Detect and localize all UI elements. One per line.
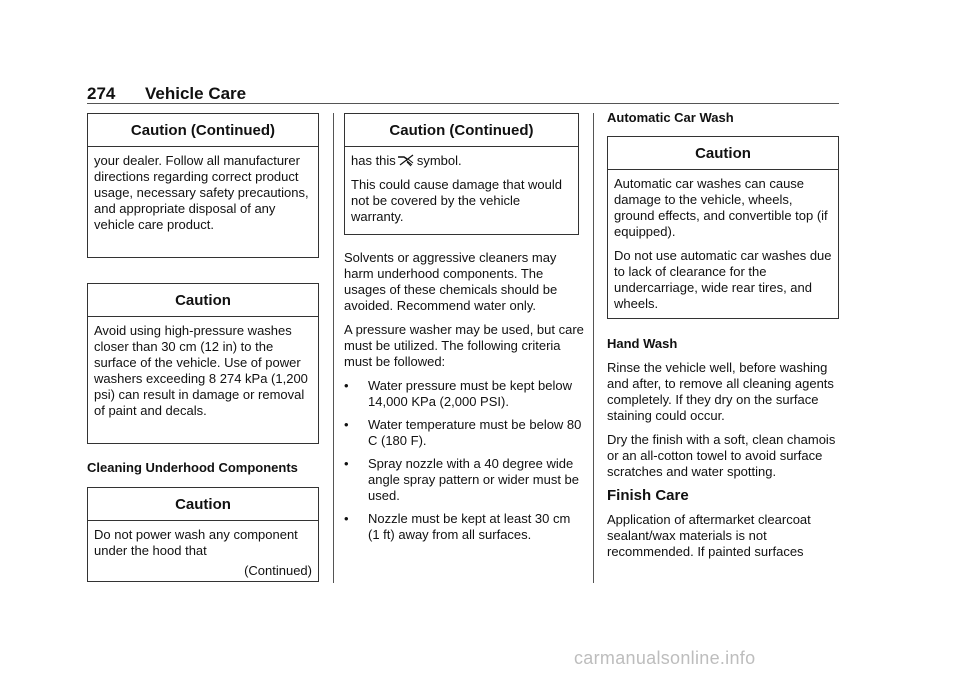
subheading-automatic-car-wash: Automatic Car Wash — [607, 110, 734, 125]
caution-box-pressure-wash — [87, 283, 319, 444]
caution-text: Do not use automatic car washes due to lack of clearance for the undercarriage, wide rear tires, and wheels. — [614, 248, 832, 311]
hand-wash-paragraph-2: Dry the finish with a soft, clean chamois or an all-cotton towel to avoid surface scratches and water spotting. — [607, 432, 836, 479]
caution-title: Caution — [88, 284, 318, 317]
list-item: • Spray nozzle with a 40 degree wide angle spray pattern or wider must be used. — [344, 456, 579, 503]
column-divider-2 — [593, 113, 594, 583]
caution-title: Caution (Continued) — [88, 114, 318, 147]
watermark: carmanualsonline.info — [574, 648, 756, 668]
caution-title: Caution — [88, 488, 318, 521]
list-item: • Nozzle must be kept at least 30 cm (1 ft) away from all surfaces. — [344, 511, 571, 542]
continued-label: (Continued) — [244, 563, 312, 578]
list-item: • Water temperature must be below 80 C (180 F). — [344, 417, 582, 448]
caution-box-underhood — [87, 487, 319, 582]
caution-text: This could cause damage that would not be covered by the vehicle warranty. — [351, 177, 563, 224]
caution-box-continued — [87, 113, 319, 258]
caution-box-car-wash — [607, 136, 839, 319]
caution-text: Do not power wash any component under the hood that — [94, 527, 298, 558]
criteria-list — [344, 378, 584, 543]
column3-body — [607, 336, 839, 568]
caution-box-continued-2 — [344, 113, 579, 235]
subheading-underhood: Cleaning Underhood Components — [87, 460, 298, 475]
solvents-paragraph: Solvents or aggressive cleaners may harm underhood components. The usages of these chemicals should be avoided. Recommend water only. — [344, 250, 558, 313]
caution-text: Automatic car washes can cause damage to the vehicle, wheels, ground effects, and convertible top (if equipped). — [614, 176, 828, 239]
finish-care-paragraph: Application of aftermarket clearcoat sealant/wax materials is not recommended. If painted surfaces — [607, 512, 811, 559]
subheading-hand-wash: Hand Wash — [607, 336, 678, 351]
section-title: Vehicle Care — [145, 84, 247, 103]
column2-body — [344, 250, 584, 550]
caution-title: Caution (Continued) — [345, 114, 578, 147]
caution-text: your dealer. Follow all manufacturer directions regarding correct product usage, necessary safety precautions, and appropriate disposal of any vehicle care product. — [94, 153, 309, 232]
pressure-washer-paragraph: A pressure washer may be used, but care must be utilized. The following criteria must be followed: — [344, 322, 584, 369]
heading-finish-care: Finish Care — [607, 487, 689, 504]
header-rule — [87, 103, 839, 104]
page-number: 274 — [87, 84, 116, 103]
hand-wash-paragraph-1: Rinse the vehicle well, before washing and after, to remove all cleaning agents completely. If they dry on the surface staining could occur. — [607, 360, 834, 423]
column-divider-1 — [333, 113, 334, 583]
symbol-line — [351, 153, 572, 169]
page-header — [87, 84, 246, 104]
symbol-word: symbol. — [416, 153, 462, 168]
list-item: • Water pressure must be kept below 14,000 KPa (2,000 PSI). — [344, 378, 572, 409]
has-this-text: has this — [351, 153, 396, 168]
caution-text: Avoid using high-pressure washes closer than 30 cm (12 in) to the surface of the vehicle. Use of power washers exceeding 8 274 kPa (1,200 psi) can result in damage or removal of paint and decals. — [94, 323, 308, 418]
no-pressure-wash-icon — [397, 154, 415, 167]
caution-title: Caution — [608, 137, 838, 170]
